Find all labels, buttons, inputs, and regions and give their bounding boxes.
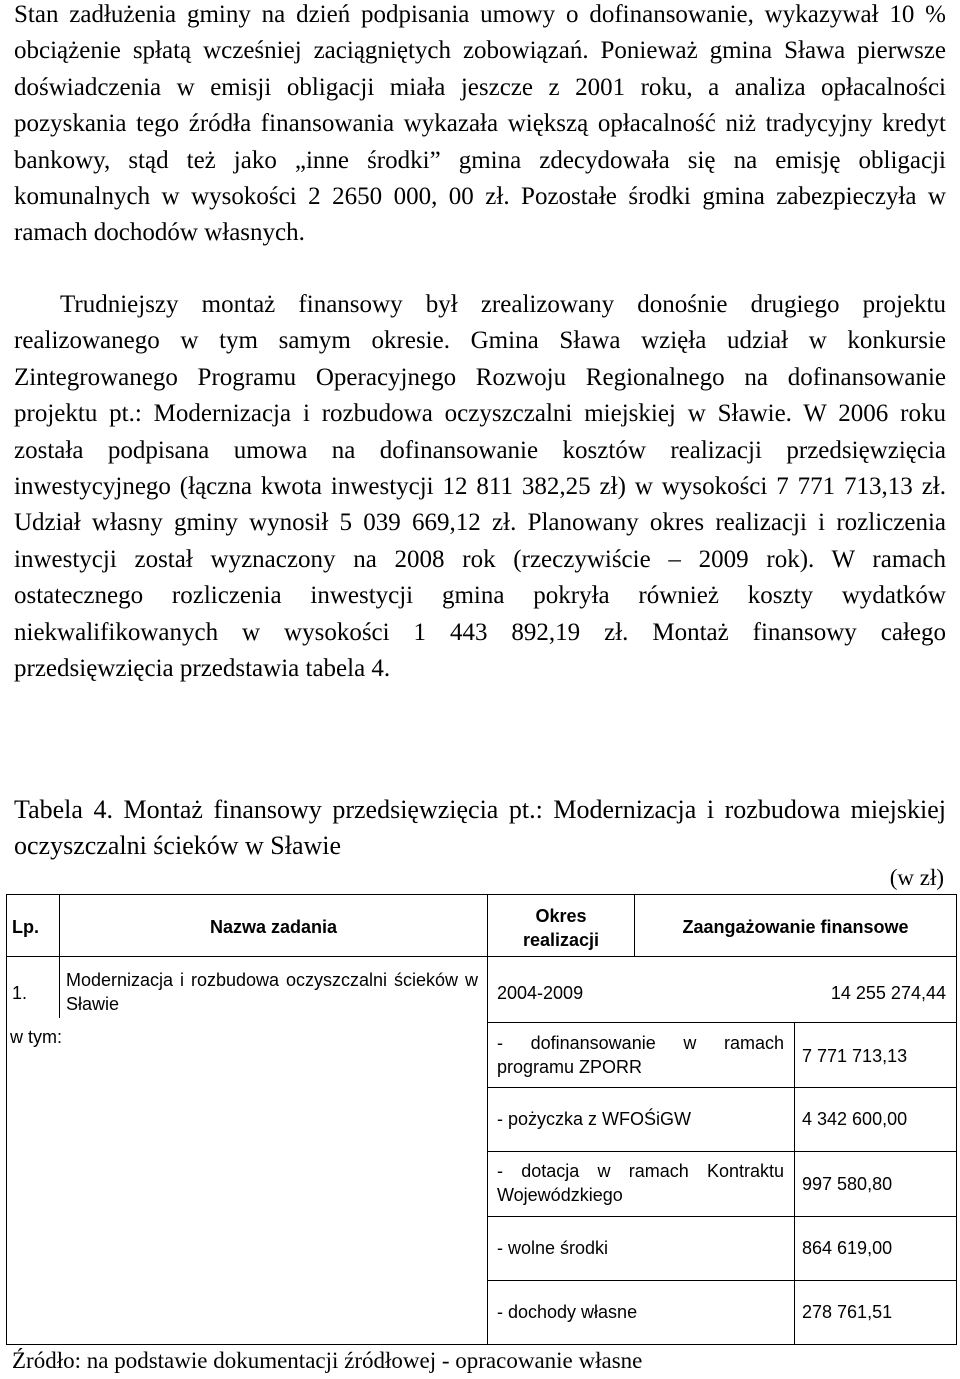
table-unit: (w zł) — [889, 865, 944, 890]
paragraph-financing — [14, 287, 946, 687]
row-divider-3 — [487, 1216, 957, 1217]
column-divider-period — [487, 894, 488, 1345]
header-lp: Lp. — [12, 917, 39, 937]
funding-source-amount: 4 342 600,00 — [802, 1109, 908, 1129]
paragraph-debt: Stan zadłużenia gminy na dzień podpisania umowy o dofinansowanie, wykazywał 10 % obciążenie spłatą wcześniej zaciągniętych zobowiązań. Ponieważ gmina Sława pierwsze doświadczenia w emisji obligacji miała jeszcze z 2001 roku, a analiza opłacalności pozyskania tego źródła finansowania wykazała większą opłacalność niż tradycyjny kredyt bankowy, stąd też jako „inne środki” gmina zdecydowała się na emisję obligacji komunalnych w wysokości 2 2650 000, 00 zł. Pozostałe środki gmina zabezpieczyła w ramach dochodów własnych. — [14, 1, 946, 247]
row-task-name: Modernizacja i rozbudowa oczyszczalni ścieków w Sławie — [66, 970, 478, 1014]
row-divider-4 — [487, 1280, 957, 1281]
table-border-left — [6, 894, 7, 1345]
header-task-name: Nazwa zadania — [209, 917, 338, 937]
header-bottom-border — [6, 956, 957, 957]
header-period: Okres realizacji — [522, 906, 600, 950]
row-total-amount: 14 255 274,44 — [830, 983, 946, 1003]
row-divider-lp — [59, 956, 60, 1018]
funding-source-label: - dochody własne — [497, 1302, 638, 1322]
funding-source-amount: 278 761,51 — [802, 1302, 893, 1322]
funding-source-amount: 997 580,80 — [802, 1174, 893, 1194]
row-divider-2 — [487, 1151, 957, 1152]
paragraph-financing-text: Trudniejszy montaż finansowy był zrealizowany donośnie drugiego projektu realizowanego w tym samym okresie. Gmina Sława wzięła udział w konkursie Zintegrowanego Programu Operacyjnego Rozwoju Regionalnego na dofinansowanie projektu pt.: Modernizacja i rozbudowa oczyszczalni miejskiej w Sławie. W 2006 roku została podpisana umowa na dofinansowanie kosztów realizacji przedsięwzięcia inwestycyjnego (łączna kwota inwestycji 12 811 382,25 zł) w wysokości 7 771 713,13 zł. Udział własny gminy wynosił 5 039 669,12 zł. Planowany okres realizacji i rozliczenia inwestycji został wyznaczony na 2008 rok (rzeczywiście – 2009 rok). W ramach ostatecznego rozliczenia inwestycji gmina pokryła również koszty wydatków niekwalifikowanych w wysokości 1 443 892,19 zł. Montaż finansowy całego przedsięwzięcia przedstawia tabela 4. — [14, 291, 946, 683]
table-border-bottom — [6, 1344, 957, 1345]
financing-table — [6, 894, 958, 1346]
table-caption: Tabela 4. Montaż finansowy przedsięwzięcia pt.: Modernizacja i rozbudowa miejskiej oczyszczalni ścieków w Sławie — [14, 795, 946, 860]
funding-source-amount: 864 619,00 — [802, 1238, 893, 1258]
funding-source-label: - pożyczka z WFOŚiGW — [497, 1109, 692, 1129]
row-period: 2004-2009 — [497, 983, 584, 1003]
table-source-note: Źródło: na podstawie dokumentacji źródłowej - opracowanie własne — [12, 1348, 643, 1373]
row-divider-1 — [487, 1087, 957, 1088]
header-funding: Zaangażowanie finansowe — [682, 917, 909, 937]
row-lp: 1. — [12, 983, 28, 1003]
table-border-right — [956, 894, 957, 1345]
column-divider-amount — [794, 1022, 795, 1345]
funding-source-amount: 7 771 713,13 — [802, 1046, 908, 1066]
in-which-label: w tym: — [10, 1027, 62, 1047]
funding-source-label: - wolne środki — [497, 1238, 609, 1258]
row-divider-main — [487, 1022, 957, 1023]
table-border-top — [6, 894, 957, 895]
funding-source-label: - dotacja w ramach Kontraktu Wojewódzkiego — [497, 1161, 784, 1205]
funding-source-label: - dofinansowanie w ramach programu ZPORR — [497, 1033, 784, 1077]
